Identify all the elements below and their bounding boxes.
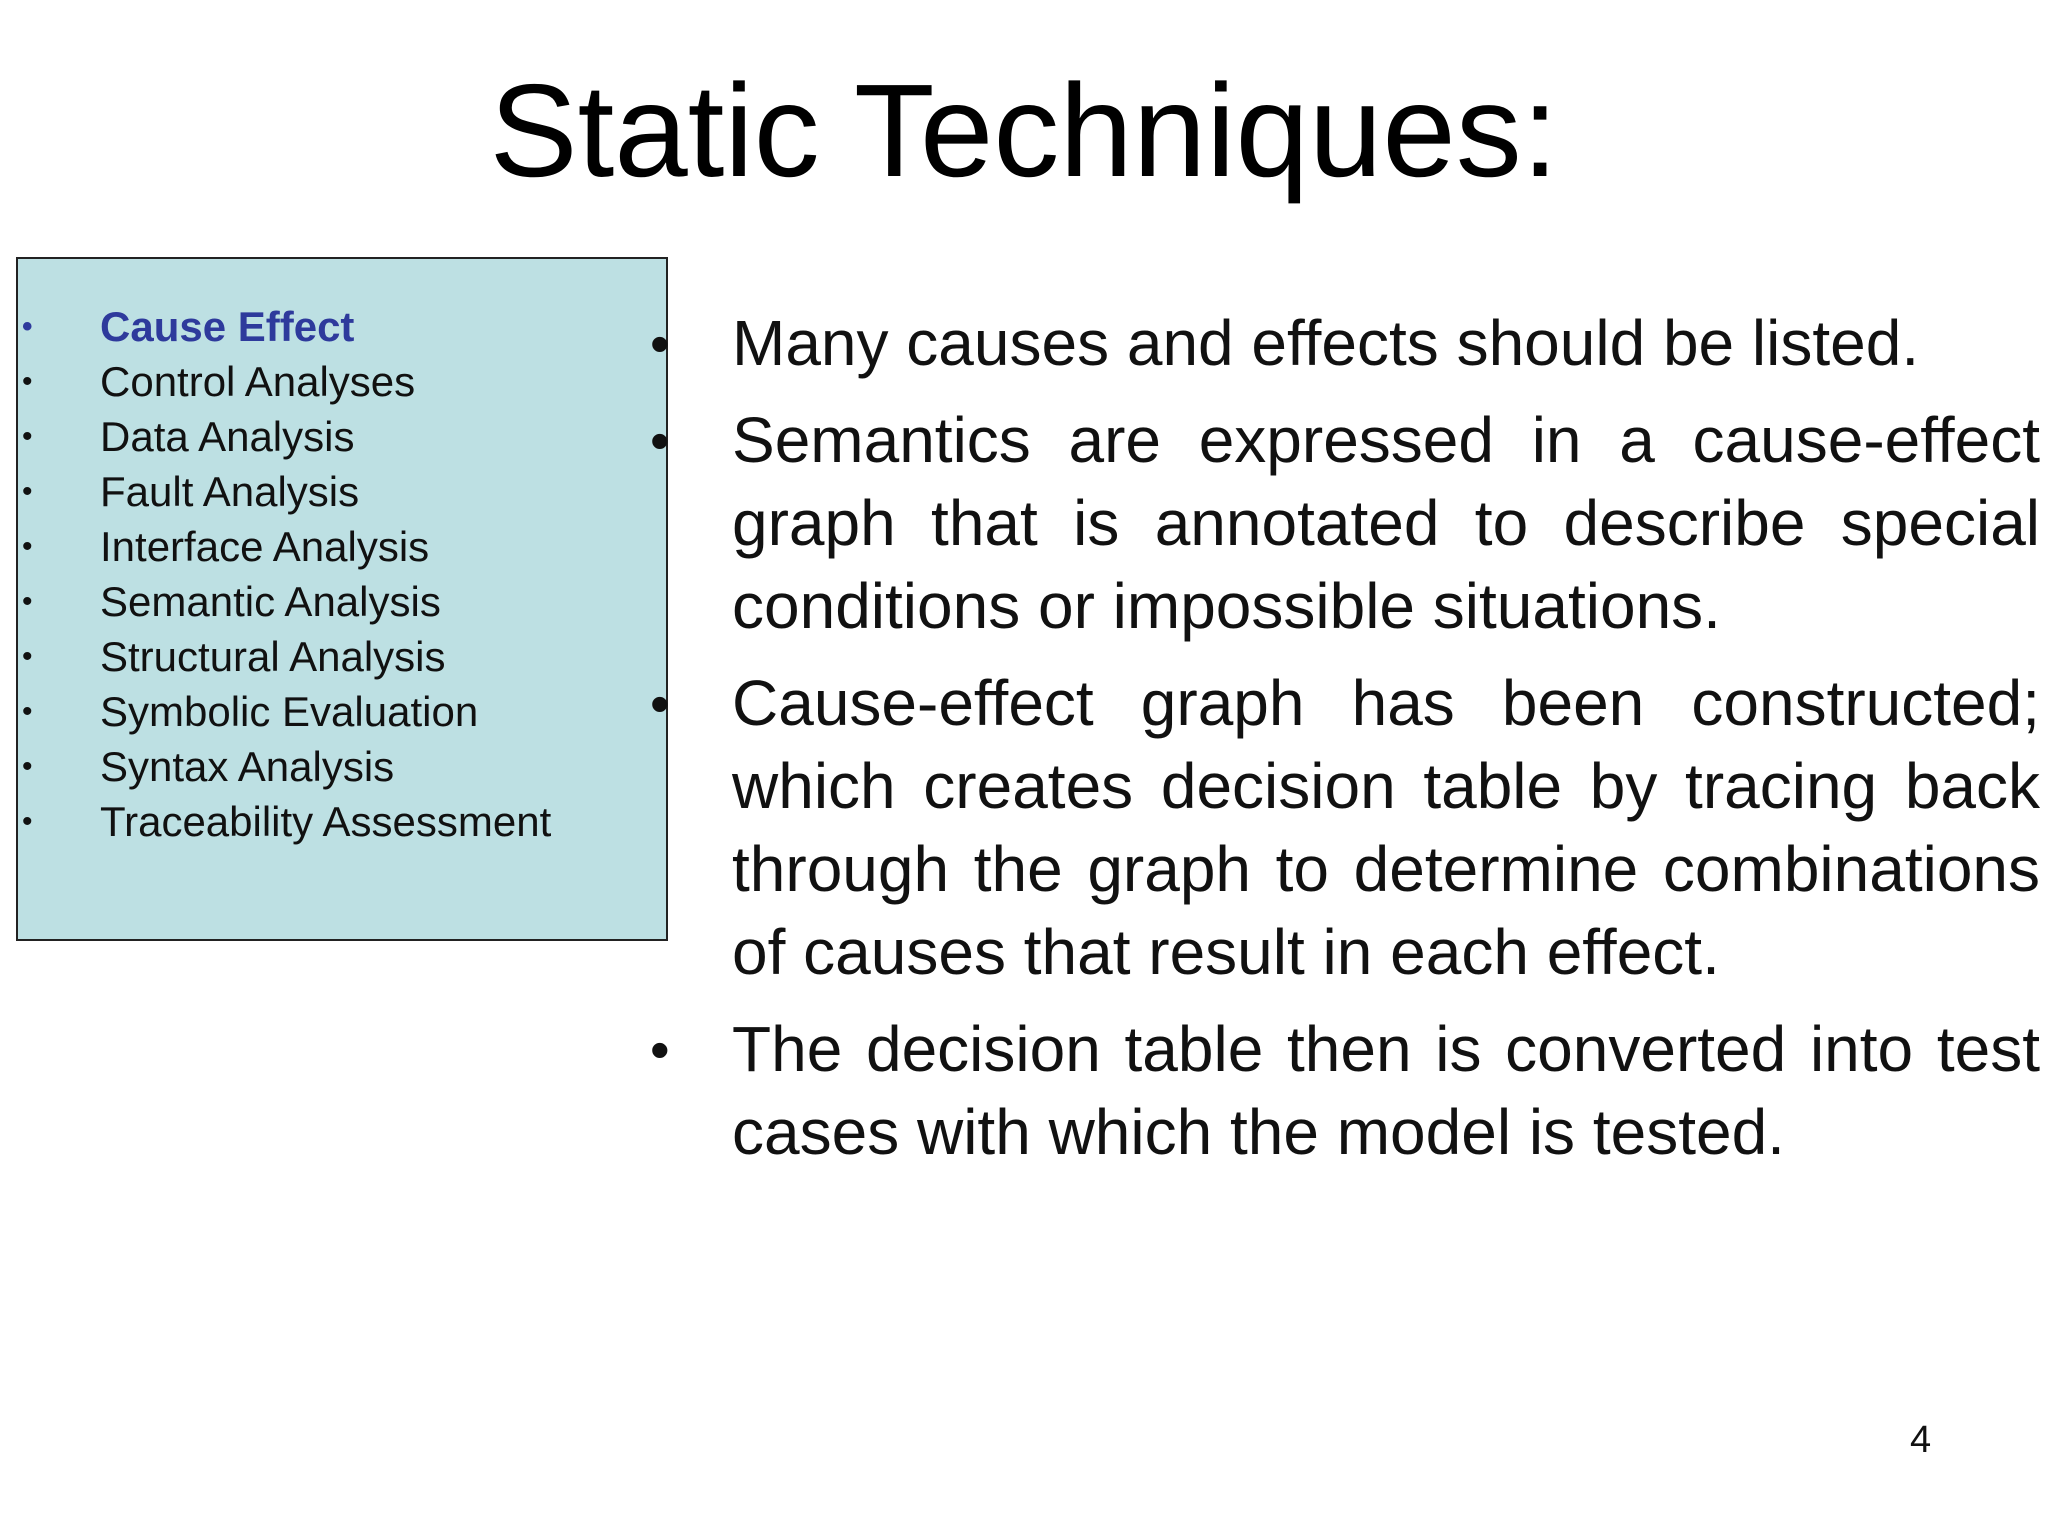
topic-list [18, 299, 666, 849]
content-point [650, 302, 2040, 385]
content-point-text: Semantics are expressed in a cause-effect graph that is annotated to describe special conditions or impossible situations. [732, 404, 2040, 642]
bullet-icon: • [22, 695, 33, 728]
topic-label: Symbolic Evaluation [100, 688, 479, 735]
topic-item [18, 299, 666, 354]
content-point [650, 1008, 2040, 1174]
bullet-icon: • [22, 750, 33, 783]
content-point-text: Cause-effect graph has been constructed; which creates decision table by tracing back through the graph to determine combinations of causes that result in each effect. [732, 667, 2040, 988]
topic-item [18, 464, 666, 519]
bullet-icon: • [650, 312, 670, 375]
topic-item [18, 354, 666, 409]
topic-item [18, 794, 666, 849]
bullet-icon: • [22, 420, 33, 453]
topic-item [18, 574, 666, 629]
topic-panel [16, 257, 668, 941]
slide-title: Static Techniques: [489, 57, 1559, 204]
topic-label: Semantic Analysis [100, 578, 441, 625]
content-point [650, 662, 2040, 994]
bullet-icon: • [650, 1018, 670, 1081]
content-point-text: The decision table then is converted into test cases with which the model is tested. [732, 1013, 2040, 1168]
bullet-icon: • [22, 585, 33, 618]
bullet-icon: • [22, 365, 33, 398]
bullet-icon: • [22, 310, 33, 343]
content-point [650, 399, 2040, 648]
topic-item [18, 519, 666, 574]
content-point-text: Many causes and effects should be listed. [732, 307, 1920, 379]
topic-label: Control Analyses [100, 358, 416, 405]
topic-item [18, 629, 666, 684]
topic-label: Traceability Assessment [100, 798, 552, 845]
topic-item [18, 739, 666, 794]
topic-label: Interface Analysis [100, 523, 430, 570]
page-number: 4 [1910, 1419, 1932, 1461]
bullet-icon: • [22, 640, 33, 673]
topic-item [18, 684, 666, 739]
topic-label: Fault Analysis [100, 468, 360, 515]
topic-label: Syntax Analysis [100, 743, 395, 790]
bullet-icon: • [22, 530, 33, 563]
topic-label: Structural Analysis [100, 633, 446, 680]
topic-label: Data Analysis [100, 413, 355, 460]
bullet-icon: • [22, 475, 33, 508]
bullet-icon: • [22, 805, 33, 838]
bullet-icon: • [650, 672, 670, 735]
topic-label: Cause Effect [100, 303, 355, 350]
content-bullets [650, 302, 2040, 1188]
topic-item [18, 409, 666, 464]
bullet-icon: • [650, 409, 670, 472]
